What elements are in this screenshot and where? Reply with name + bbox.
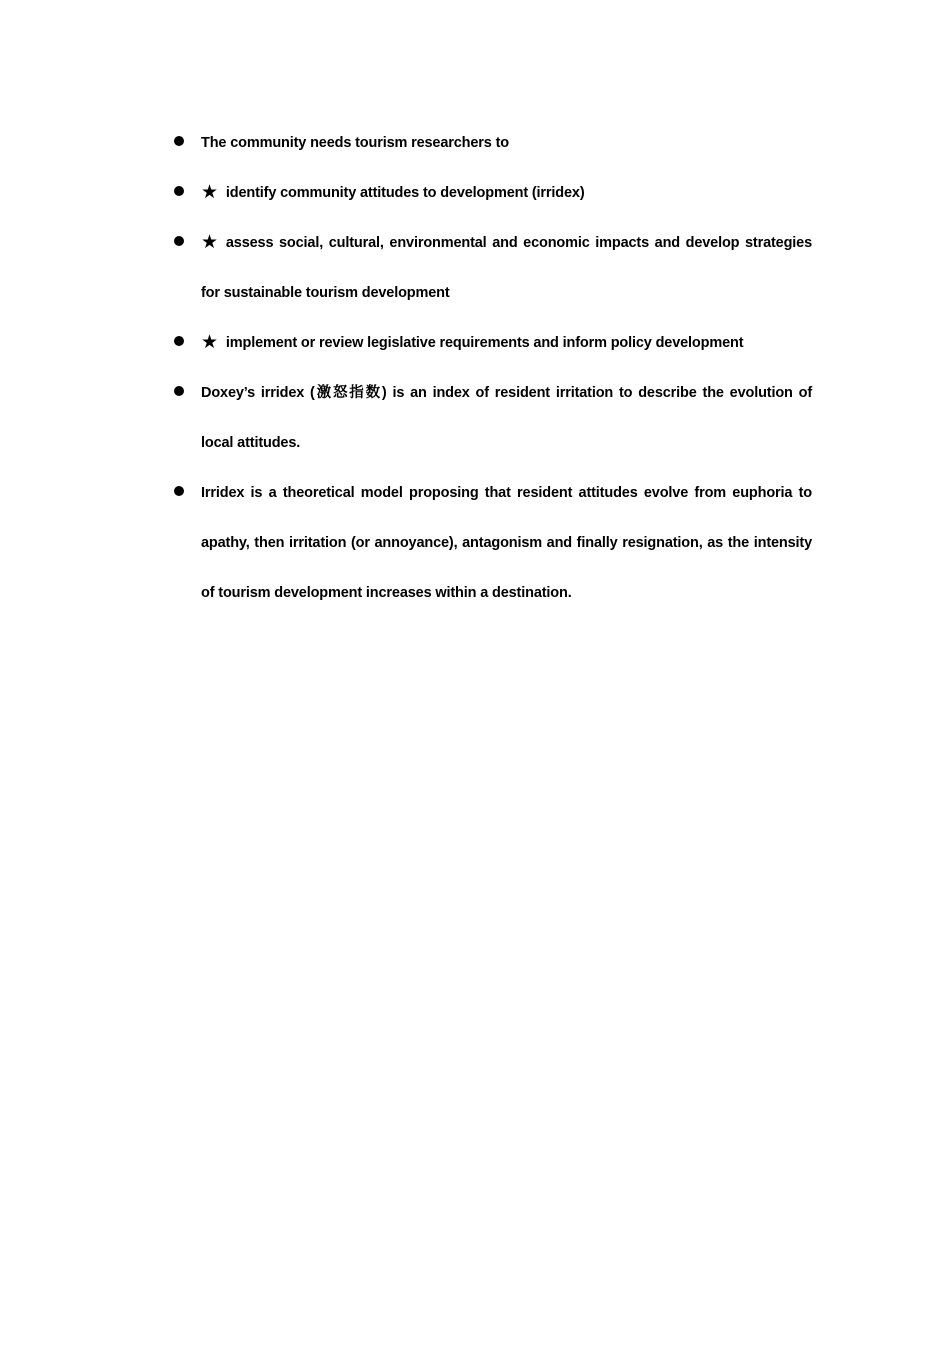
bullet-icon [174,336,184,346]
list-item [172,318,812,368]
star-icon: ★ [201,332,218,353]
list-item [172,468,812,618]
bullet-icon [174,386,184,396]
list-item-text: Doxey’s irridex (激怒指数) is an index of resident irritation to describe the evolution of local attitudes. [201,385,812,451]
list-item [172,118,812,168]
list-item [172,218,812,318]
list-item-text: identify community attitudes to development (irridex) [225,185,585,201]
list-item-text: Irridex is a theoretical model proposing that resident attitudes evolve from euphoria to apathy, then irritation (or annoyance), antagonism and finally resignation, as the intensity of tourism development increases within a destination. [201,485,812,601]
star-icon: ★ [201,232,218,253]
list-item [172,168,812,218]
list-item-text: assess social, cultural, environmental and economic impacts and develop strategies for sustainable tourism development [201,235,812,301]
list-item [172,368,812,468]
bullet-icon [174,136,184,146]
bullet-list [172,118,812,618]
bullet-icon [174,486,184,496]
bullet-icon [174,186,184,196]
list-item-text: The community needs tourism researchers to [201,135,509,151]
bullet-icon [174,236,184,246]
star-icon: ★ [201,182,218,203]
list-item-text: implement or review legislative requirements and inform policy development [225,335,744,351]
